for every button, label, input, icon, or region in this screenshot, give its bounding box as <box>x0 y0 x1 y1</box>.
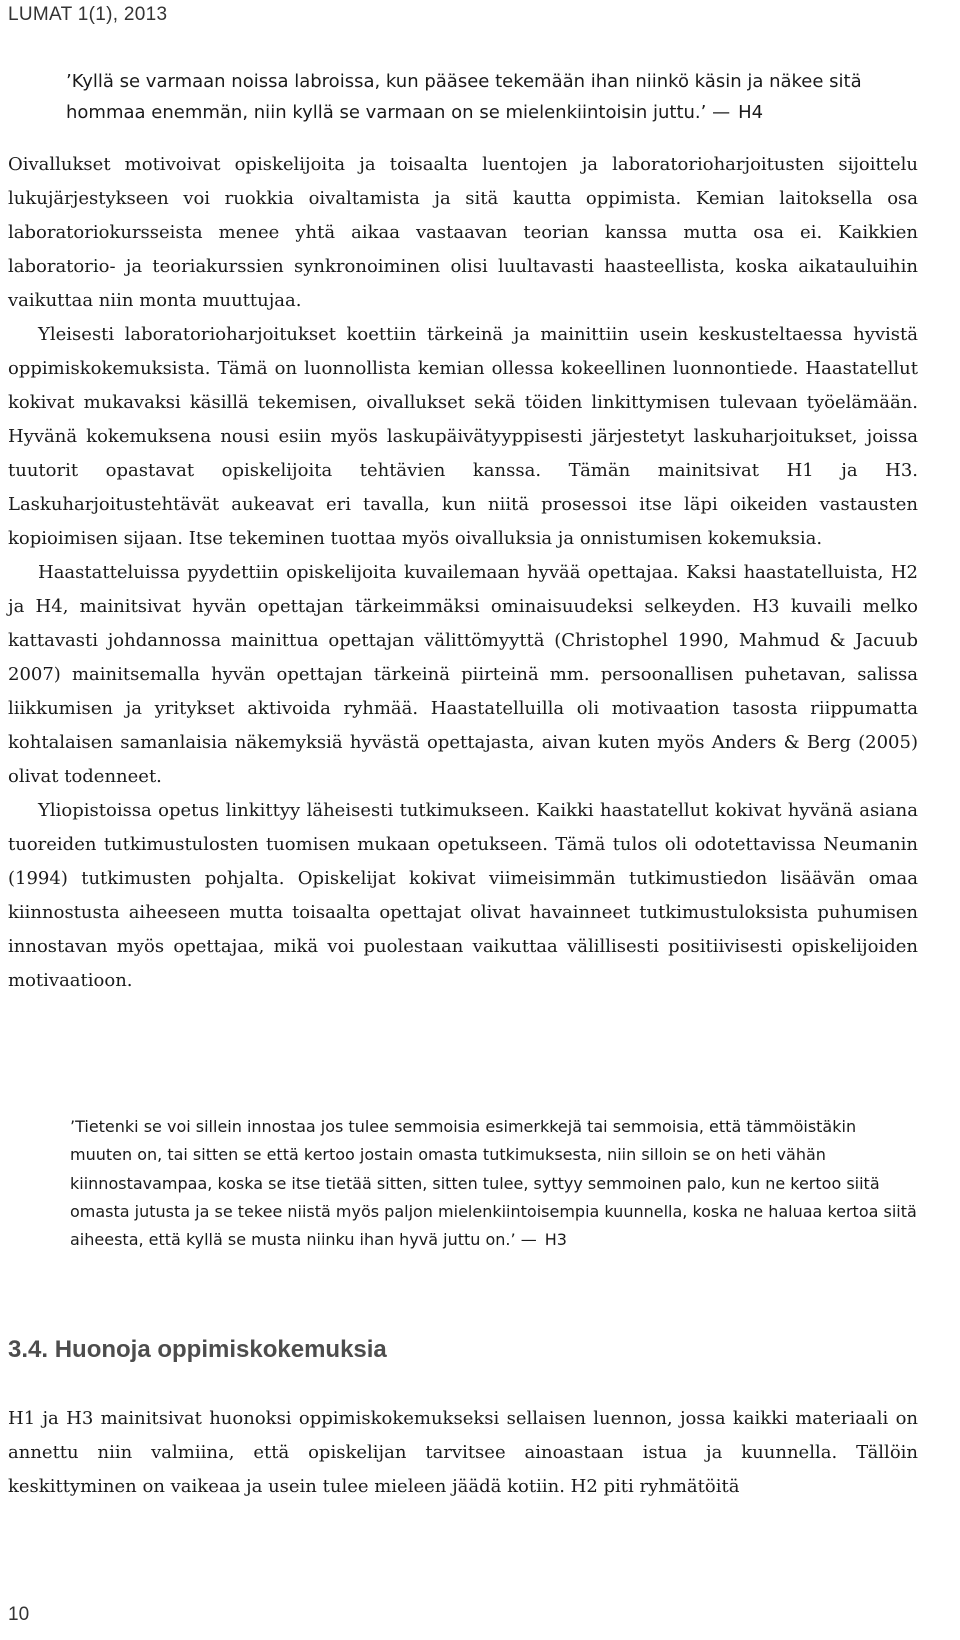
paragraph: Yliopistoissa opetus linkittyy läheisesti tutkimukseen. Kaikki haastatellut kokivat hyvänä asiana tuoreiden tutkimustulosten tuomisen mukaan opetukseen. Tämä tulos oli odotettavissa Neumanin (1994) tutkimusten pohjalta. Opiskelijat kokivat viimeisimmän tutkimustiedon lisäävän omaa kiinnostusta aiheeseen mutta toisaalta opettajat olivat havainneet tutkimustuloksista puhumisen innostavan myös opettajaa, mikä voi puolestaan vaikuttaa välillisesti positiivisesti opiskelijoiden motivaatioon. <box>8 800 918 991</box>
interview-quote-h3 <box>70 1113 920 1254</box>
body-text <box>8 148 918 998</box>
section-heading: 3.4. Huonoja oppimiskokemuksia <box>8 1336 387 1363</box>
quote-text: ’Kyllä se varmaan noissa labroissa, kun pääsee tekemään ihan niinkö käsin ja näkee sitä hommaa enemmän, niin kyllä se varmaan on se mielenkiintoisin juttu.’ — <box>66 71 862 123</box>
quote-text: ’Tietenki se voi sillein innostaa jos tulee semmoisia esimerkkejä tai semmoisia, että tämmöistäkin muuten on, tai sitten se että kertoo jostain omasta tutkimuksesta, niin silloin se on heti vähän kiinnostavampaa, koska se itse tietää sitten, sitten tulee, syttyy semmoinen palo, kun ne kertoo siitä omasta jutusta ja se tekee niistä myös paljon mielenkiintoisempia kuunnella, koska ne haluaa kertoa siitä aiheesta, että kyllä se musta niinku ihan hyvä juttu on.’ — <box>70 1117 917 1250</box>
quote-author: H3 <box>544 1230 567 1250</box>
journal-header: LUMAT 1(1), 2013 <box>8 4 168 25</box>
interview-quote-h4 <box>66 66 906 128</box>
paragraph: H1 ja H3 mainitsivat huonoksi oppimiskokemukseksi sellaisen luennon, jossa kaikki materiaali on annettu niin valmiina, että opiskelijan tarvitsee ainoastaan istua ja kuunnella. Tällöin keskittyminen on vaikeaa ja usein tulee mieleen jäädä kotiin. H2 piti ryhmätöitä <box>8 1408 918 1497</box>
section-body <box>8 1402 918 1504</box>
paragraph: Haastatteluissa pyydettiin opiskelijoita kuvailemaan hyvää opettajaa. Kaksi haastatelluista, H2 ja H4, mainitsivat hyvän opettajan tärkeimmäksi ominaisuudeksi selkeyden. H3 kuvaili melko kattavasti johdannossa mainittua opettajan välittömyyttä (Christophel 1990, Mahmud & Jacuub 2007) mainitsemalla hyvän opettajan tärkeinä piirteinä mm. persoonallisen puhetavan, salissa liikkumisen ja yritykset aktivoida ryhmää. Haastatelluilla oli motivaation tasosta riippumatta kohtalaisen samanlaisia näkemyksiä hyvästä opettajasta, aivan kuten myös Anders & Berg (2005) olivat todenneet. <box>8 562 918 787</box>
paragraph: Oivallukset motivoivat opiskelijoita ja toisaalta luentojen ja laboratorioharjoitusten sijoittelu lukujärjestykseen voi ruokkia oivaltamista ja sitä kautta oppimista. Kemian laitoksella osa laboratoriokursseista menee yhtä aikaa vastaavan teorian kanssa mutta osa ei. Kaikkien laboratorio- ja teoriakurssien synkronoiminen olisi luultavasti haasteellista, koska aikatauluihin vaikuttaa niin monta muuttujaa. <box>8 154 918 311</box>
quote-author: H4 <box>738 102 764 123</box>
paragraph: Yleisesti laboratorioharjoitukset koettiin tärkeinä ja mainittiin usein keskusteltaessa hyvistä oppimiskokemuksista. Tämä on luonnollista kemian ollessa kokeellinen luonnontiede. Haastatellut kokivat mukavaksi käsillä tekemisen, oivallukset sekä töiden linkittymisen tulevaan työelämään. Hyvänä kokemuksena nousi esiin myös laskupäivätyyppisesti järjestetyt laskuharjoitukset, joissa tuutorit opastavat opiskelijoita tehtävien kanssa. Tämän mainitsivat H1 ja H3. Laskuharjoitustehtävät aukeavat eri tavalla, kun niitä prosessoi itse läpi oikeiden vastausten kopioimisen sijaan. Itse tekeminen tuottaa myös oivalluksia ja onnistumisen kokemuksia. <box>8 324 918 549</box>
page-number: 10 <box>8 1604 30 1625</box>
